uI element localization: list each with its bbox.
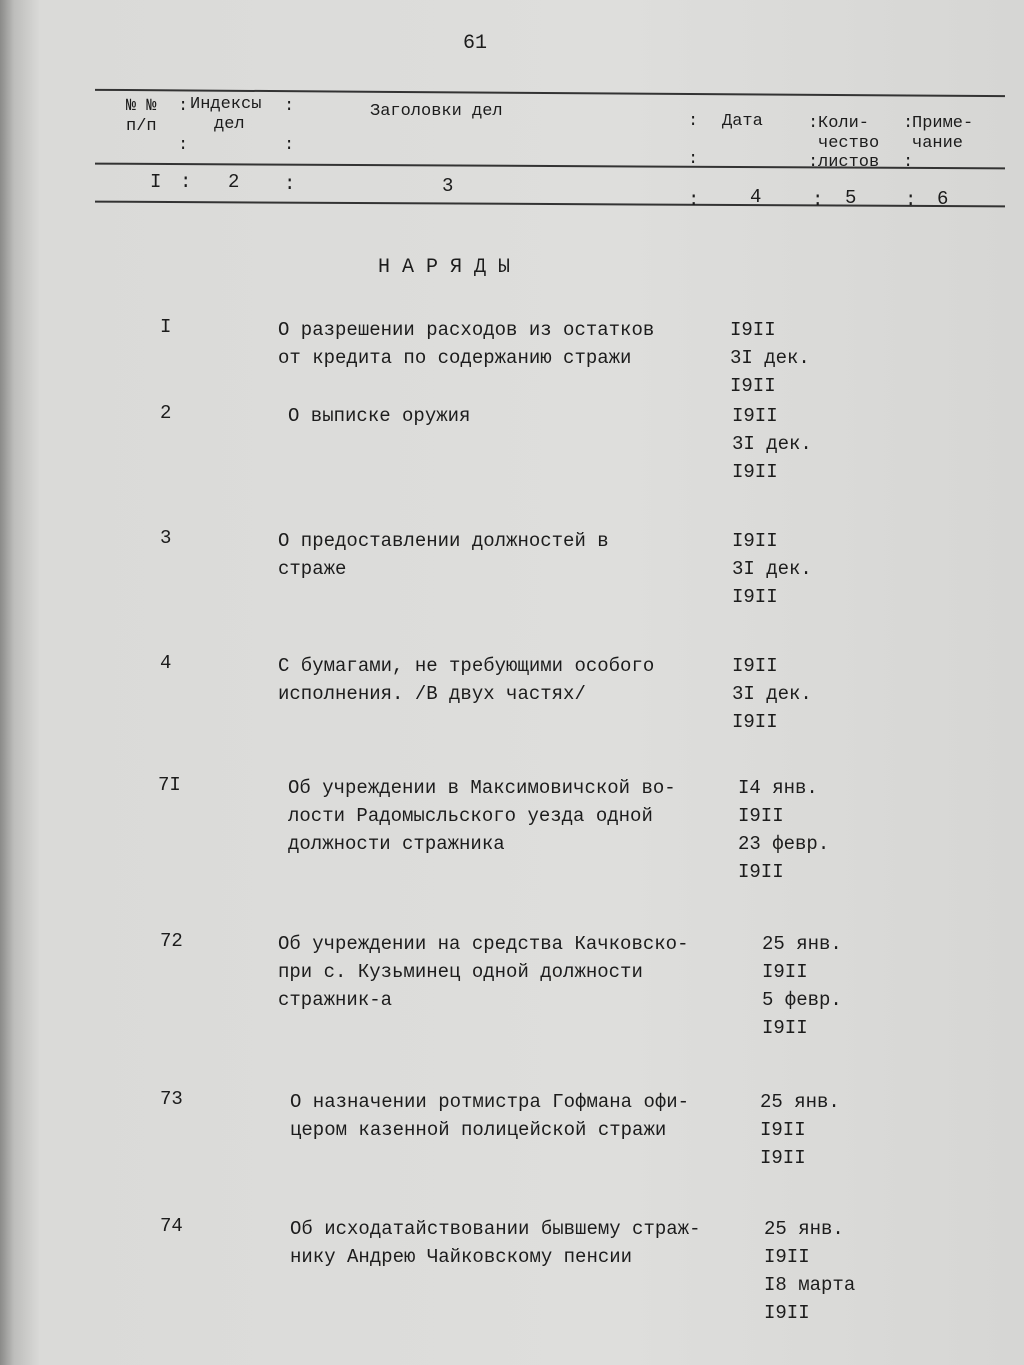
entry-date-line: I9II [762, 1017, 808, 1039]
entry-date-line: 25 янв. [764, 1218, 844, 1240]
entry-date-line: I9II [730, 319, 776, 341]
entry-date-line: 3I дек. [732, 683, 812, 705]
col-num-3: 3 [442, 175, 454, 197]
entry-title [290, 1088, 689, 1144]
entry-title-line: от кредита по содержанию стражи [278, 347, 632, 369]
entry-date-line: I8 марта [764, 1274, 856, 1296]
entry-title-line: Об учреждении в Максимовичской во- [288, 777, 676, 799]
entry-date-line: 25 янв. [760, 1091, 840, 1113]
entry-dates [732, 402, 812, 486]
header-col2-l2: дел [214, 115, 245, 134]
entry-date-line: 5 февр. [762, 989, 842, 1011]
entry-date-line: I9II [732, 405, 778, 427]
entry-date-line: I9II [732, 530, 778, 552]
entry-title [278, 316, 654, 372]
entry-title-line: стражник-а [278, 989, 393, 1011]
entry-title-line: при с. Кузьминец одной должности [278, 961, 643, 983]
section-title: Н А Р Я Д Ы [378, 256, 511, 279]
entry-title-line: Об исходатайствовании бывшему страж- [290, 1218, 701, 1240]
entry-title-line: О назначении ротмистра Гофмана офи- [290, 1091, 690, 1113]
entry-dates [764, 1215, 855, 1327]
entry-title [288, 402, 470, 430]
entry-number: 72 [160, 930, 183, 952]
entry-date-line: I9II [738, 861, 784, 883]
entry-title-line: Об учреждении на средства Качковско- [278, 933, 689, 955]
entry-date-line: 3I дек. [732, 433, 812, 455]
col-num-2: 2 [228, 171, 240, 193]
header-col4: Дата [722, 112, 763, 131]
entry-number: I [160, 316, 172, 338]
col-num-6: 6 [937, 188, 949, 210]
header-col1-l2: п/п [126, 117, 157, 136]
entry-date-line: I9II [732, 586, 778, 608]
entry-title-line: О предоставлении должностей в [278, 530, 609, 552]
entry-number: 2 [160, 402, 172, 424]
entry-number: 4 [160, 652, 172, 674]
entry-title [290, 1215, 700, 1271]
entry-number: 3 [160, 527, 172, 549]
entry-title-line: исполнения. /В двух частях/ [278, 683, 586, 705]
entry-title [288, 774, 676, 858]
header-col3: Заголовки дел [370, 102, 503, 121]
page-number: 61 [463, 32, 488, 55]
header-col5-l3: листов [818, 153, 880, 172]
entry-title-line: лости Радомысльского уезда одной [288, 805, 653, 827]
entry-dates [730, 316, 810, 400]
col-num-1: I [150, 171, 162, 193]
entry-number: 7I [158, 774, 181, 796]
header-col6-l2: чание [912, 134, 964, 153]
entry-title [278, 527, 609, 583]
entry-title-line: цером казенной полицейской стражи [290, 1119, 667, 1141]
entry-date-line: I9II [732, 711, 778, 733]
entry-title-line: страже [278, 558, 347, 580]
header-bottom-rule [95, 201, 1005, 208]
entry-dates [732, 652, 812, 736]
entry-date-line: I9II [760, 1119, 806, 1141]
entry-title-line: С бумагами, не требующими особого [278, 655, 655, 677]
entry-date-line: 25 янв. [762, 933, 842, 955]
header-col6-l1: Приме- [912, 114, 974, 133]
header-col5-l1: Коли- [818, 114, 870, 133]
entry-date-line: I9II [732, 461, 778, 483]
entry-dates [732, 527, 812, 611]
entry-number: 74 [160, 1215, 183, 1237]
header-col5-l2: чество [818, 134, 880, 153]
entry-date-line: I9II [760, 1147, 806, 1169]
entry-dates [762, 930, 842, 1042]
entry-title-line: должности стражника [288, 833, 505, 855]
col-num-4: 4 [750, 186, 762, 208]
entry-date-line: I9II [762, 961, 808, 983]
entry-title [278, 652, 654, 708]
entry-date-line: I4 янв. [738, 777, 818, 799]
entry-title-line: О разрешении расходов из остатков [278, 319, 655, 341]
col-num-5: 5 [845, 187, 857, 209]
entry-title [278, 930, 688, 1014]
entry-date-line: I9II [738, 805, 784, 827]
header-col1-l1: № № [126, 97, 157, 116]
entry-dates [738, 774, 829, 886]
entry-title-line: О выписке оружия [288, 405, 471, 427]
entry-title-line: нику Андрею Чайковскому пенсии [290, 1246, 633, 1268]
entry-date-line: 3I дек. [732, 558, 812, 580]
entry-dates [760, 1088, 840, 1172]
entry-date-line: I9II [764, 1302, 810, 1324]
entry-date-line: 23 февр. [738, 833, 830, 855]
entry-date-line: 3I дек. [730, 347, 810, 369]
header-col2-l1: Индексы [190, 95, 262, 114]
entry-date-line: I9II [764, 1246, 810, 1268]
entry-number: 73 [160, 1088, 183, 1110]
entry-date-line: I9II [730, 375, 776, 397]
entry-date-line: I9II [732, 655, 778, 677]
